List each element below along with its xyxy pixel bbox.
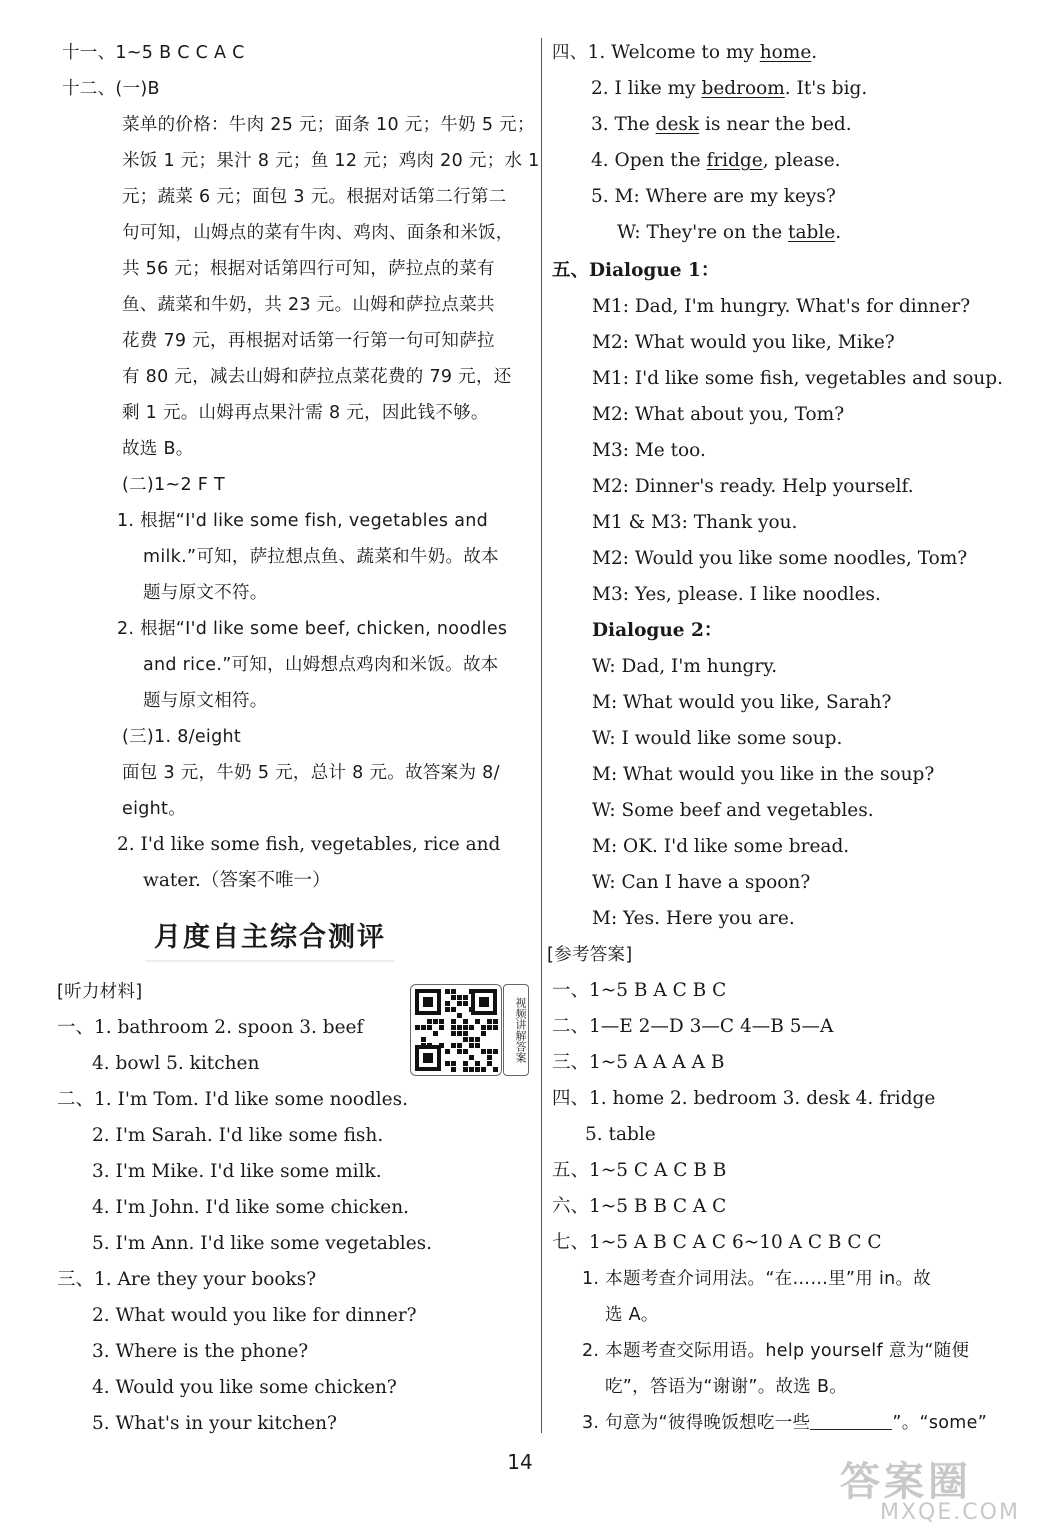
watermark-logo: 答案圈 (840, 1459, 972, 1505)
text-line: 一、1. bathroom 2. spoon 3. beef (57, 1017, 364, 1038)
text-line: M2: Would you like some noodles, Tom? (592, 548, 968, 569)
text-line: 六、1~5 B B C A C (552, 1196, 727, 1217)
sentence-start: The (614, 114, 656, 135)
text-line: 共 56 元；根据对话第四行可知，萨拉点的菜有 (122, 259, 495, 279)
text-line: 面包 3 元，牛奶 5 元，总计 8 元。故答案为 8/ (122, 763, 500, 783)
sentence-start: M: Where are my keys? (614, 186, 836, 207)
fill-in-answer-line (552, 40, 817, 66)
text-line: Dialogue 2： (592, 620, 723, 641)
text-line: W: Some beef and vegetables. (592, 800, 874, 821)
text-line: 5. table (585, 1124, 656, 1145)
text-line: 2. I'm Sarah. I'd like some fish. (92, 1125, 384, 1146)
text-line: 鱼、蔬菜和牛奶，共 23 元。山姆和萨拉点菜共 (122, 295, 495, 315)
section-title: 月度自主综合测评 (154, 922, 386, 953)
text-line: M2: Dinner's ready. Help yourself. (592, 476, 914, 497)
underlined-answer: bedroom (701, 78, 785, 99)
text-line: M1: I'd like some fish, vegetables and soup. (592, 368, 1004, 389)
underlined-answer: home (759, 42, 812, 63)
underlined-answer: desk (655, 114, 700, 135)
qr-code-icon (411, 985, 501, 1075)
qr-side-label: 视频讲解答案 (503, 984, 529, 1076)
line-start: 3. 句意为“彼得晚饭想吃一些 (582, 1413, 811, 1433)
sentence-end: is near the bed. (699, 114, 852, 135)
text-line: 三、1~5 A A A A B (552, 1052, 725, 1073)
text-line: 剩 1 元。山姆再点果汁需 8 元，因此钱不够。 (122, 403, 489, 423)
text-line: 米饭 1 元；果汁 8 元；鱼 12 元；鸡肉 20 元；水 1 (122, 151, 540, 171)
text-line: 句可知，山姆点的菜有牛肉、鸡肉、面条和米饭， (122, 223, 514, 243)
text-line: M: What would you like, Sarah? (592, 692, 892, 713)
text-line: 4. I'm John. I'd like some chicken. (92, 1197, 409, 1218)
text-line: 3. Where is the phone? (92, 1341, 309, 1362)
text-line: M: What would you like in the soup? (592, 764, 935, 785)
text-line: water.（答案不唯一） (143, 870, 331, 891)
text-line: 2. What would you like for dinner? (92, 1305, 417, 1326)
text-line: 七、1~5 A B C A C 6~10 A C B C C (552, 1232, 882, 1253)
underlined-answer: fridge (706, 150, 763, 171)
text-line: 4. Would you like some chicken? (92, 1377, 397, 1398)
sentence-end: , please. (762, 150, 841, 171)
fill-in-answer-line (591, 148, 841, 174)
text-line: 二、1—E 2—D 3—C 4—B 5—A (552, 1016, 834, 1037)
text-line: (二)1~2 F T (122, 475, 225, 495)
fill-in-answer-line (617, 220, 841, 246)
text-line: 十二、(一)B (62, 79, 160, 99)
text-line: M2: What about you, Tom? (592, 404, 845, 425)
text-line: 吃”，答语为“谢谢”。故选 B。 (605, 1377, 848, 1397)
text-line: 二、1. I'm Tom. I'd like some noodles. (57, 1089, 408, 1110)
title-decoration (145, 960, 395, 962)
item-number: 1. (587, 42, 612, 63)
text-line: 1. 本题考查介词用法。“在……里”用 in。故 (582, 1269, 932, 1289)
text-line: 故选 B。 (122, 439, 194, 459)
text-line: 选 A。 (605, 1305, 659, 1325)
text-line: 有 80 元，减去山姆和萨拉点菜花费的 79 元，还 (122, 367, 512, 387)
text-line: 题与原文不符。 (143, 583, 268, 603)
sentence-start: W: They're on the (617, 222, 789, 243)
sentence-start: Open the (614, 150, 707, 171)
column-divider (541, 38, 542, 1433)
text-line: M1: Dad, I'm hungry. What's for dinner? (592, 296, 971, 317)
text-line: W: Dad, I'm hungry. (592, 656, 778, 677)
text-line: 五、1~5 C A C B B (552, 1160, 727, 1181)
text-line: M: Yes. Here you are. (592, 908, 795, 929)
text-line: (三)1. 8/eight (122, 727, 242, 747)
qr-code[interactable] (410, 984, 502, 1076)
watermark (830, 1450, 1030, 1530)
text-line: M1 & M3: Thank you. (592, 512, 798, 533)
text-line: eight。 (122, 799, 186, 819)
sentence-start: I like my (614, 78, 702, 99)
sentence-end: . (835, 222, 842, 243)
text-line: 2. 本题考查交际用语。help yourself 意为“随便 (582, 1341, 970, 1361)
line-end: ”。“some” (892, 1413, 988, 1433)
text-line: 5. I'm Ann. I'd like some vegetables. (92, 1233, 433, 1254)
text-line: M3: Me too. (592, 440, 706, 461)
text-line: 三、1. Are they your books? (57, 1269, 317, 1290)
page-number: 14 (507, 1450, 533, 1474)
text-line: 一、1~5 B A C B C (552, 980, 727, 1001)
text-line: 五、Dialogue 1： (552, 260, 720, 281)
text-line: M: OK. I'd like some bread. (592, 836, 850, 857)
item-number: 3. (591, 114, 615, 135)
text-line: and rice.”可知，山姆想点鸡肉和米饭。故本 (143, 655, 499, 675)
text-line: 2. 根据“I'd like some beef, chicken, noodles (117, 619, 508, 639)
text-line: 2. I'd like some fish, vegetables, rice and (117, 834, 501, 855)
sentence-end: . (811, 42, 818, 63)
text-line: 菜单的价格：牛肉 25 元；面条 10 元；牛奶 5 元； (122, 115, 535, 135)
text-line: milk.”可知，萨拉想点鱼、蔬菜和牛奶。故本 (143, 547, 499, 567)
underlined-answer: table (788, 222, 836, 243)
watermark-url: MXQE.COM (880, 1500, 1020, 1525)
text-line: [参考答案] (547, 945, 633, 965)
text-line: 题与原文相符。 (143, 691, 268, 711)
text-line: 四、1. home 2. bedroom 3. desk 4. fridge (552, 1088, 936, 1109)
text-line: M2: What would you like, Mike? (592, 332, 895, 353)
text-line: M3: Yes, please. I like noodles. (592, 584, 881, 605)
text-line: 花费 79 元，再根据对话第一行第一句可知萨拉 (122, 331, 495, 351)
fill-in-answer-line (591, 184, 836, 210)
fill-in-answer-line (591, 112, 852, 138)
text-line: 4. bowl 5. kitchen (92, 1053, 260, 1074)
text-line-with-blank (582, 1410, 987, 1436)
item-number: 2. (591, 78, 615, 99)
text-line: 5. What's in your kitchen? (92, 1413, 337, 1434)
answer-blank (810, 1411, 892, 1430)
fill-in-answer-line (591, 76, 867, 102)
item-number: 5. (591, 186, 615, 207)
item-number: 4. (591, 150, 615, 171)
text-line: W: Can I have a spoon? (592, 872, 811, 893)
section-prefix: 四、 (552, 43, 588, 63)
sentence-end: . It's big. (784, 78, 868, 99)
text-line: 元；蔬菜 6 元；面包 3 元。根据对话第二行第二 (122, 187, 507, 207)
text-line: W: I would like some soup. (592, 728, 843, 749)
text-line: 十一、1~5 B C C A C (62, 43, 245, 63)
text-line: [听力材料] (57, 982, 143, 1002)
text-line: 1. 根据“I'd like some fish, vegetables and (117, 511, 489, 531)
text-line: 3. I'm Mike. I'd like some milk. (92, 1161, 382, 1182)
sentence-start: Welcome to my (611, 42, 760, 63)
